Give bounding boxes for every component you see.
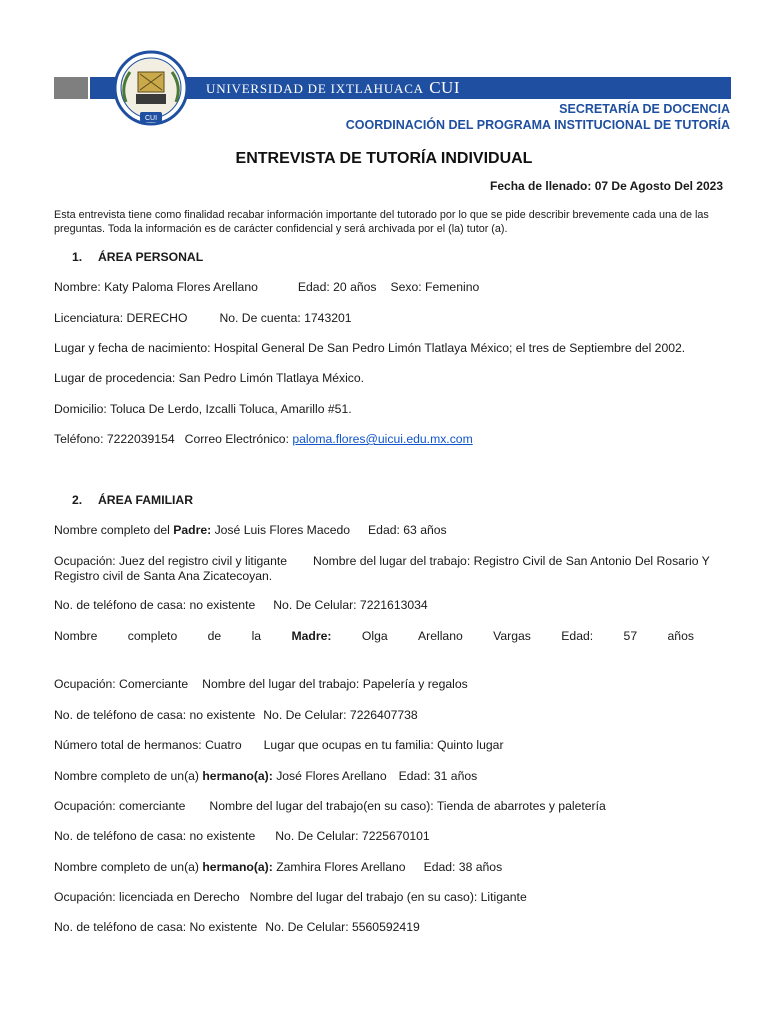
- hermano2-ocupacion: Ocupación: licenciada en Derecho: [54, 890, 240, 904]
- madre-word: Vargas: [493, 629, 531, 643]
- section-title: ÁREA FAMILIAR: [98, 493, 194, 507]
- hermano1-name: José Flores Arellano: [276, 769, 387, 783]
- madre-trabajo: Nombre del lugar del trabajo: Papelería y regalos: [202, 677, 468, 691]
- hermano2-label: Nombre completo de un(a): [54, 860, 199, 874]
- hermano1-ocupacion: Ocupación: comerciante: [54, 799, 186, 813]
- hermanos-total: Número total de hermanos: Cuatro: [54, 738, 242, 752]
- padre-bold-label: Padre:: [173, 523, 212, 537]
- padre-edad: Edad: 63 años: [368, 523, 447, 537]
- hermano1-trabajo: Nombre del lugar del trabajo(en su caso): Tienda de abarrotes y paletería: [209, 799, 606, 813]
- hermanos-row: [54, 738, 504, 753]
- hermano1-bold-label: hermano(a):: [202, 769, 273, 783]
- madre-ocupacion-row: [54, 677, 468, 692]
- madre-word: completo: [127, 629, 178, 643]
- padre-trabajo: Nombre del lugar del trabajo: Registro Civil de San Antonio Del Rosario Y Registro civil de Santa Ana Zicatecoyan.: [54, 554, 710, 583]
- hermano1-row: [54, 769, 477, 784]
- hermano2-edad: Edad: 38 años: [423, 860, 503, 874]
- padre-celular: No. De Celular: 7221613034: [273, 598, 428, 612]
- section-heading-personal: [72, 249, 203, 265]
- cuenta-field: No. De cuenta: 1743201: [219, 311, 352, 325]
- intro-paragraph: Esta entrevista tiene como finalidad recabar información importante del tutorado por lo que se pide describir brevemente cada una de las preguntas. Toda la información es de carácter confidencial y será archivada por el (la) tutor (a).: [54, 209, 709, 235]
- hermano2-ocupacion-row: [54, 890, 527, 905]
- hermano2-row: [54, 860, 502, 875]
- sexo-field: Sexo: Femenino: [390, 280, 480, 294]
- correo-link[interactable]: paloma.flores@uicui.edu.mx.com: [292, 432, 473, 446]
- nombre-field: Nombre: Katy Paloma Flores Arellano: [54, 280, 258, 294]
- university-seal-logo: [112, 50, 190, 130]
- padre-ocupacion-row: [54, 554, 730, 584]
- personal-nombre-row: [54, 280, 479, 295]
- coordinacion-heading: COORDINACIÓN DEL PROGRAMA INSTITUCIONAL DE TUTORÍA: [345, 118, 730, 132]
- telefono-field: Teléfono: 7222039154: [54, 432, 175, 446]
- padre-ocupacion-text: [54, 554, 730, 584]
- page-title: ENTREVISTA DE TUTORÍA INDIVIDUAL: [235, 150, 533, 167]
- hermano2-trabajo: Nombre del lugar del trabajo (en su caso): Litigante: [249, 890, 527, 904]
- padre-name: José Luis Flores Macedo: [214, 523, 351, 537]
- hermano1-telefono: No. de teléfono de casa: no existente: [54, 829, 256, 843]
- university-name: [206, 78, 460, 99]
- personal-licenciatura-row: [54, 311, 352, 326]
- madre-word: Arellano: [418, 629, 463, 643]
- university-suffix: CUI: [429, 78, 460, 97]
- madre-word: Olga: [361, 629, 388, 643]
- licenciatura-field: Licenciatura: DERECHO: [54, 311, 188, 325]
- madre-telefono: No. de teléfono de casa: no existente: [54, 708, 256, 722]
- hermano2-name: Zamhira Flores Arellano: [276, 860, 406, 874]
- hermano1-edad: Edad: 31 años: [398, 769, 478, 783]
- correo-label: Correo Electrónico:: [184, 432, 289, 446]
- madre-word: de: [207, 629, 222, 643]
- hermano2-telefono: No. de teléfono de casa: No existente: [54, 920, 258, 934]
- madre-word: años: [667, 629, 694, 643]
- section-number: 1.: [72, 250, 83, 264]
- madre-word: Nombre: [54, 629, 98, 643]
- section-title: ÁREA PERSONAL: [98, 250, 204, 264]
- section-heading-familiar: [72, 492, 193, 508]
- padre-label: Nombre completo del: [54, 523, 170, 537]
- madre-ocupacion: Ocupación: Comerciante: [54, 677, 189, 691]
- fecha-llenado: Fecha de llenado: 07 De Agosto Del 2023: [490, 179, 723, 193]
- university-name-text: UNIVERSIDAD DE IXTLAHUACA: [206, 81, 424, 96]
- hermano1-label: Nombre completo de un(a): [54, 769, 199, 783]
- padre-ocupacion: Ocupación: Juez del registro civil y litigante: [54, 554, 288, 568]
- madre-word: Edad:: [561, 629, 594, 643]
- madre-word: la: [251, 629, 262, 643]
- padre-row: [54, 523, 447, 538]
- padre-telefono-row: [54, 598, 428, 613]
- procedencia-field: Lugar de procedencia: San Pedro Limón Tlatlaya México.: [54, 371, 365, 385]
- hermano1-ocupacion-row: [54, 799, 606, 814]
- madre-word: 57: [623, 629, 638, 643]
- hermano1-celular: No. De Celular: 7225670101: [275, 829, 430, 843]
- section-number: 2.: [72, 493, 83, 507]
- lugar-familia: Lugar que ocupas en tu familia: Quinto lugar: [263, 738, 504, 752]
- seal-label: CUI: [144, 115, 158, 122]
- madre-bold-label: Madre:: [291, 629, 332, 643]
- madre-row: [54, 629, 694, 644]
- padre-telefono: No. de teléfono de casa: no existente: [54, 598, 256, 612]
- secretaria-heading: SECRETARÍA DE DOCENCIA: [559, 102, 730, 116]
- hermano2-bold-label: hermano(a):: [202, 860, 273, 874]
- madre-telefono-row: [54, 708, 418, 723]
- hermano2-celular: No. De Celular: 5560592419: [265, 920, 420, 934]
- header-gray-block: [54, 77, 88, 99]
- edad-field: Edad: 20 años: [297, 280, 377, 294]
- hermano1-telefono-row: [54, 829, 430, 844]
- nacimiento-field: Lugar y fecha de nacimiento: Hospital General De San Pedro Limón Tlatlaya México; el tres de Septiembre del 2002.: [54, 341, 686, 355]
- hermano2-telefono-row: [54, 920, 420, 935]
- personal-contacto-row: [54, 432, 473, 447]
- madre-celular: No. De Celular: 7226407738: [263, 708, 418, 722]
- domicilio-field: Domicilio: Toluca De Lerdo, Izcalli Toluca, Amarillo #51.: [54, 402, 352, 416]
